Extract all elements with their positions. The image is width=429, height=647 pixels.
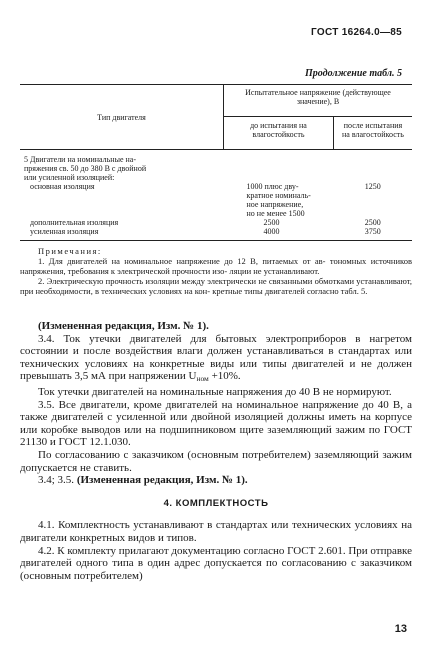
- paragraph-4-2: 4.2. К комплекту прилагают документацию согласно ГОСТ 2.601. При отправке двигателей одного типа в один адрес допускается по согласованию с заказчиком (основным потребителем): [20, 544, 412, 582]
- paragraph-3-5-cont: По согласованию с заказчиком (основным потребителем) заземляющий зажим допускается не ставить.: [20, 448, 412, 474]
- table-header-row: [20, 85, 412, 117]
- test-voltage-table: [20, 84, 412, 236]
- table-caption: Продолжение табл. 5: [304, 68, 402, 79]
- amendment-note-2: 3.4; 3.5. (Измененная редакция, Изм. № 1).: [38, 474, 248, 487]
- document-header: ГОСТ 16264.0—85: [311, 27, 402, 38]
- paragraph-3-4: 3.4. Ток утечки двигателей для бытовых электроприборов в нагретом состоянии и после воздействия влаги должен устанавливаться в стандартах или технических условиях на конкретные виды или типы двигателей и не должен превышать 3,5 мА при напряжении $U_{ном} +10\%$.: [20, 332, 412, 384]
- column-header-after: после испытания на влагостойкость: [333, 117, 412, 150]
- note-1: 1. Для двигателей на номинальное напряжение до 12 В, питаемых от ав- тономных источников напряжения, требования к электрической прочности изо- ляции не устанавливают.: [20, 256, 412, 276]
- paragraph-3-5: 3.5. Все двигатели, кроме двигателей на номинальное напряжение до 40 В, а также двигателей с усиленной или двойной изоляцией должны иметь на корпусе или коробке выводов или на подшипниковом щите заземляющий зажим по ГОСТ 21130 и ГОСТ 12.1.030.: [20, 398, 412, 449]
- column-header-voltage: Испытательное напряжение (действующее значение), В: [224, 85, 413, 117]
- column-header-type: Тип двигателя: [20, 85, 224, 150]
- notes-title: Примечания:: [38, 246, 102, 256]
- amendment-note-1: (Измененная редакция, Изм. № 1).: [38, 320, 209, 332]
- row-after-cell: 1250 2500 3750: [364, 182, 381, 236]
- table-row: [20, 150, 412, 237]
- note-2: 2. Электрическую прочность изоляции между электрически не связанными обмотками устанавливают, при необходимости, в технических условиях на кон- кретные типы двигателей согласно табл. 5.: [20, 276, 412, 296]
- column-header-before: до испытания на влагостойкость: [224, 117, 334, 150]
- paragraph-3-4-cont: Ток утечки двигателей на номинальные напряжения до 40 В не нормируют.: [38, 385, 392, 398]
- table-notes: [20, 246, 412, 296]
- section-heading: 4. КОМПЛЕКТНОСТЬ: [163, 497, 269, 509]
- paragraph-4-1: 4.1. Комплектность устанавливают в стандартах или технических условиях на двигатели конкретных видов и типов.: [20, 519, 412, 544]
- document-body: [20, 320, 412, 582]
- table-bottom-rule: [20, 240, 412, 241]
- row-type-cell: 5 Двигатели на номинальные на- пряжения св. 50 до 380 В с двойной или усиленной изоляцией: основная изоляция дополнительная изоляция усиленная изоляция: [24, 155, 147, 236]
- page-number: 13: [394, 623, 407, 635]
- row-before-cell: 1000 плюс дву- кратное номиналь- ное напряжение, но не менее 1500 2500 4000: [246, 182, 311, 236]
